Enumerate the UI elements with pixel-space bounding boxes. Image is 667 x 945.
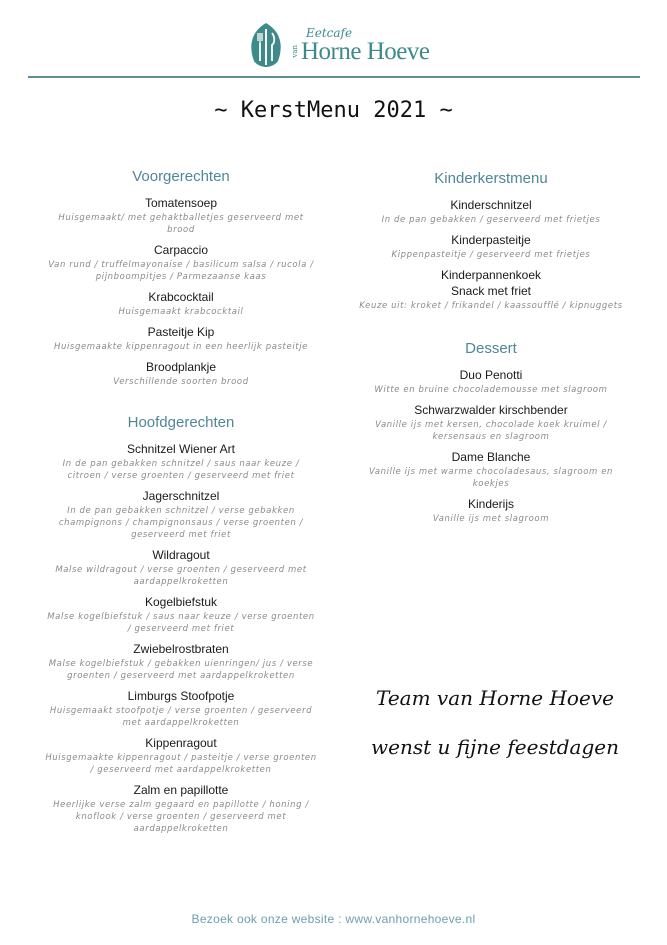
menu-item (355, 267, 627, 283)
section-heading: Kinderkerstmenu (434, 170, 548, 187)
menu-item (355, 402, 627, 443)
item-name: Limburgs Stoofpotje (127, 689, 235, 703)
item-name: Kippenragout (145, 736, 217, 750)
item-description: Huisgemaakt krabcocktail (118, 307, 244, 317)
menu-item (45, 324, 317, 353)
item-description: Heerlijke verse zalm gegaard en papillotte / honing / knoflook / verse groenten / geserveerd met aardappelkroketten (53, 800, 309, 834)
item-name: Schnitzel Wiener Art (126, 442, 236, 456)
item-name: Kinderschnitzel (450, 198, 532, 212)
item-name: Kinderijs (467, 497, 515, 511)
menu-item (45, 441, 317, 482)
item-name: Kogelbiefstuk (144, 595, 218, 609)
item-name: Zalm en papillotte (133, 783, 229, 797)
item-name: Krabcocktail (148, 290, 214, 304)
item-description: Huisgemaakt stoofpotje / verse groenten / geserveerd met aardappelkroketten (49, 706, 313, 728)
menu-item (355, 449, 627, 490)
menu-item (355, 232, 627, 261)
menu-item (45, 735, 317, 776)
item-description: Malse wildragout / verse groenten / geserveerd met aardappelkroketten (55, 565, 307, 587)
signature-line-1: Team van Horne Hoeve (376, 686, 614, 710)
menu-item (45, 289, 317, 318)
item-description: Van rund / truffelmayonaise / basilicum salsa / rucola / pijnboompitjes / Parmezaanse kaas (48, 260, 314, 282)
menu-item (355, 197, 627, 226)
menu-item (355, 283, 627, 312)
item-description: Malse kogelbiefstuk / gebakken uienringen/ jus / verse groenten / geserveerd met aardappelkroketten (48, 659, 314, 681)
item-description: Vanille ijs met slagroom (432, 514, 550, 524)
item-name: Zwiebelrostbraten (133, 642, 229, 656)
item-description: Witte en bruine chocolademousse met slagroom (374, 385, 608, 395)
section-voorgerechten (45, 168, 317, 388)
menu-item (355, 367, 627, 396)
logo-eetcafe: Eetcafe (306, 25, 353, 40)
item-description: Huisgemaakte kippenragout / pasteitje / verse groenten / geserveerd met aardappelkroketten (45, 753, 317, 775)
section-hoofdgerechten (45, 414, 317, 835)
menu-item (355, 496, 627, 525)
leaf-cutlery-icon (246, 21, 286, 69)
right-column (355, 170, 627, 531)
section-kinderkerstmenu (355, 170, 627, 312)
logo-van: van (291, 44, 299, 58)
item-name: Schwarzwalder kirschbender (414, 403, 568, 417)
menu-item (45, 359, 317, 388)
item-description: Vanille ijs met warme chocoladesaus, slagroom en koekjes (368, 467, 614, 489)
logo (246, 20, 436, 70)
menu-item (45, 594, 317, 635)
item-description: Huisgemaakt/ met gehaktballetjes geserveerd met brood (58, 213, 304, 235)
section-heading: Dessert (465, 340, 517, 357)
menu-item (45, 782, 317, 835)
item-name: Tomatensoep (144, 196, 218, 210)
item-name: Jagerschnitzel (142, 489, 220, 503)
item-description: In de pan gebakken schnitzel / saus naar keuze / citroen / verse groenten / geserveerd met friet (62, 459, 300, 481)
section-heading: Hoofdgerechten (127, 414, 235, 431)
item-description: In de pan gebakken schnitzel / verse gebakken champignons / champignonsaus / verse groenten / geserveerd met friet (58, 506, 304, 540)
item-name: Wildragout (152, 548, 210, 562)
left-column (45, 168, 317, 841)
item-description: Kippenpasteitje / geserveerd met frietjes (391, 250, 591, 260)
item-description: Vanille ijs met kersen, chocolade koek kruimel / kersensaus en slagroom (375, 420, 607, 442)
section-heading: Voorgerechten (132, 168, 230, 185)
item-name: Dame Blanche (451, 450, 531, 464)
item-name: Carpaccio (153, 243, 209, 257)
section-dessert (355, 340, 627, 525)
header-divider (28, 76, 640, 78)
menu-item (45, 547, 317, 588)
menu-item (45, 195, 317, 236)
item-name: Snack met friet (450, 284, 532, 298)
page-title: ~ KerstMenu 2021 ~ (214, 98, 453, 123)
item-name: Duo Penotti (459, 368, 523, 382)
item-description: In de pan gebakken / geserveerd met frietjes (381, 215, 601, 225)
menu-item (45, 242, 317, 283)
menu-item (45, 688, 317, 729)
menu-item (45, 641, 317, 682)
item-name: Broodplankje (145, 360, 217, 374)
item-description: Keuze uit: kroket / frikandel / kaassoufflé / kipnuggets (359, 301, 623, 311)
footer-website: Bezoek ook onze website : www.vanhornehoeve.nl (191, 912, 476, 926)
item-name: Kinderpasteitje (451, 233, 531, 247)
signature-line-2: wenst u fijne feestdagen (371, 735, 619, 759)
item-name: Pasteitje Kip (147, 325, 215, 339)
logo-name: Horne Hoeve (301, 37, 430, 65)
item-description: Malse kogelbiefstuk / saus naar keuze / verse groenten / geserveerd met friet (47, 612, 315, 634)
item-name: Kinderpannenkoek (440, 268, 542, 282)
item-description: Verschillende soorten brood (113, 377, 249, 387)
item-description: Huisgemaakte kippenragout in een heerlijk pasteitje (53, 342, 309, 352)
menu-item (45, 488, 317, 541)
